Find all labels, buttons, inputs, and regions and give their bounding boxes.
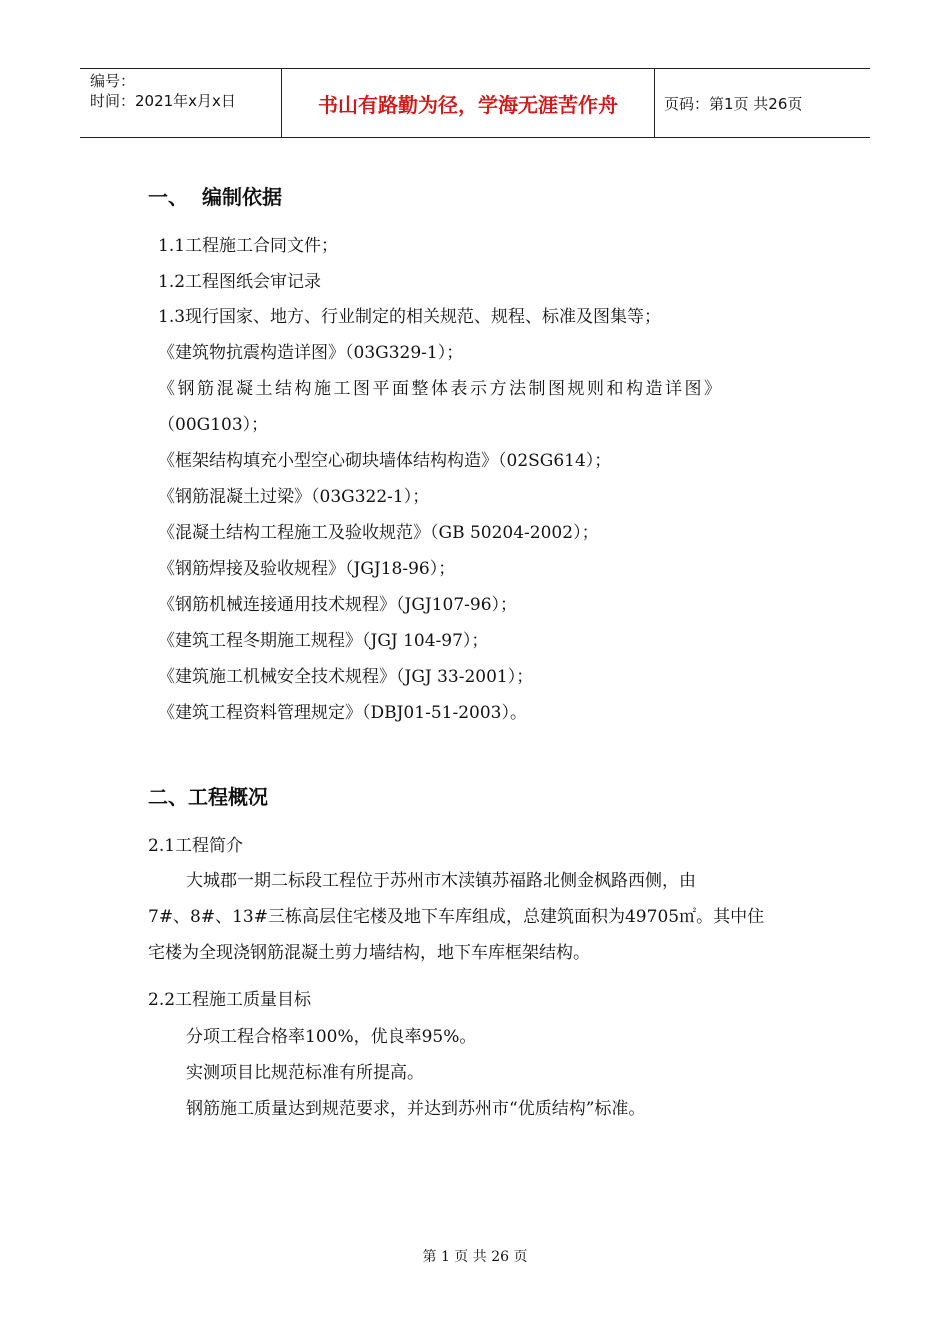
basis-item: 《混凝土结构工程施工及验收规范》（GB 50204-2002）； (158, 523, 599, 543)
basis-item: （00G103）； (158, 415, 269, 435)
paragraph-line: 大城郡一期二标段工程位于苏州市木渎镇苏福路北侧金枫路西侧，由 (186, 871, 696, 891)
paragraph-line: 7#、8#、13#三栋高层住宅楼及地下车库组成，总建筑面积为49705㎡。其中住 (148, 907, 765, 927)
basis-item: 《建筑施工机械安全技术规程》（JGJ 33-2001）； (158, 667, 534, 687)
page-header (80, 68, 870, 138)
basis-item: 1.3现行国家、地方、行业制定的相关规范、规程、标准及图集等； (158, 307, 662, 327)
basis-item: 《钢筋混凝土结构施工图平面整体表示方法制图规则和构造详图》 (158, 379, 724, 399)
paragraph-line: 实测项目比规范标准有所提高。 (186, 1063, 424, 1083)
basis-item: 《建筑物抗震构造详图》（03G329-1）； (158, 343, 464, 363)
doc-number-label: 编号： (90, 72, 136, 90)
basis-item: 《钢筋混凝土过梁》（03G322-1）； (158, 487, 430, 507)
subsection-title: 2.1工程简介 (148, 836, 244, 856)
basis-item: 《钢筋焊接及验收规程》（JGJ18-96）； (158, 559, 456, 579)
paragraph-line: 钢筋施工质量达到规范要求，并达到苏州市“优质结构”标准。 (186, 1099, 646, 1119)
basis-item: 1.1工程施工合同文件； (158, 236, 339, 256)
basis-item: 《建筑工程资料管理规定》（DBJ01-51-2003）。 (158, 703, 527, 723)
page-footer: 第 1 页 共 26 页 (422, 1249, 528, 1265)
basis-item: 《建筑工程冬期施工规程》（JGJ 104-97）； (158, 631, 489, 651)
section-1-title: 编制依据 (202, 185, 282, 209)
subsection-title: 2.2工程施工质量目标 (148, 990, 312, 1010)
basis-item: 1.2工程图纸会审记录 (158, 272, 322, 292)
section-2-title: 二、工程概况 (148, 785, 268, 809)
header-page-info: 页码：第1页 共26页 (664, 94, 803, 113)
header-motto: 书山有路勤为径，学海无涯苦作舟 (281, 69, 655, 137)
paragraph-line: 宅楼为全现浇钢筋混凝土剪力墙结构，地下车库框架结构。 (148, 943, 590, 963)
basis-item: 《框架结构填充小型空心砌块墙体结构构造》（02SG614）； (158, 451, 612, 471)
doc-date: 时间：2021年x月x日 (90, 92, 236, 110)
header-meta (80, 69, 280, 137)
paragraph-line: 分项工程合格率100%，优良率95%。 (186, 1027, 477, 1047)
section-1-number: 一、 (148, 185, 188, 209)
basis-item: 《钢筋机械连接通用技术规程》（JGJ107-96）； (158, 595, 518, 615)
